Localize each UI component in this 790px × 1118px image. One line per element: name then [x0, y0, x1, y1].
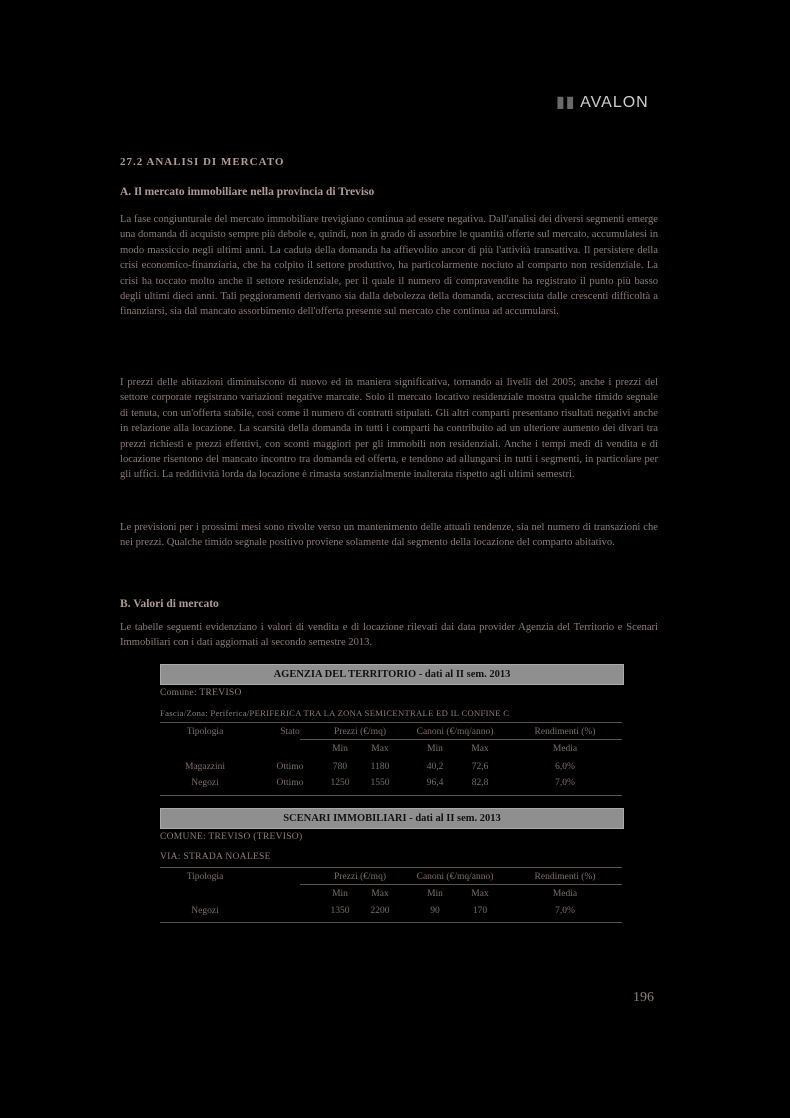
table-cell: 82,8: [471, 778, 489, 788]
table-cell: 1350: [330, 906, 350, 916]
table-cell: 170: [472, 906, 488, 916]
table2-subheader: Min: [427, 889, 443, 899]
avalon-logo: [556, 92, 649, 112]
table2-via: VIA: STRADA NOALESE: [160, 852, 271, 862]
table-cell: 6,0%: [555, 762, 575, 772]
table2-subheader: Min: [332, 889, 348, 899]
table2-rule-top: [160, 867, 622, 868]
table-cell: 96,4: [426, 778, 444, 788]
logo-mark-icon: ▮▮: [556, 94, 576, 111]
table-cell: 72,6: [471, 762, 489, 772]
table-cell: Negozi: [191, 906, 219, 916]
table1-subheader: Min: [427, 744, 443, 754]
paragraph-3: Le previsioni per i prossimi mesi sono rivolte verso un mantenimento delle attuali tendenze, sia nel numero di transazioni che nei prezzi. Qualche timido segnale positivo proviene solamente dal segmento della locazione del comparto abitativo.: [120, 522, 658, 549]
table2-subheader: Max: [371, 889, 389, 899]
table-cell: 2200: [370, 906, 390, 916]
page-number: 196: [633, 990, 654, 1005]
table2-comune: COMUNE: TREVISO (TREVISO): [160, 832, 303, 842]
paragraph-2: I prezzi delle abitazioni diminuiscono di nuovo ed in maniera significativa, tornando ai livelli del 2005; anche i prezzi del settore corporate registrano variazioni negative marcate. Solo il mercato locativo residenziale mostra qualche timido segnale di tenuta, con un'offerta stabile, così come il numero di contratti stipulati. Gli altri comparti presentano risultati negativi anche in relazione alla locazione. La scarsità della domanda in tutti i comparti ha contribuito ad un ulteriore aumento dei divari tra prezzi richiesti e prezzi effettivi, con sconti maggiori per gli immobili non residenziali. Anche i tempi medi di vendita e di locazione risentono del mancato incontro tra domanda ed offerta, e tendono ad allungarsi in tutti i segmenti, in particolare per gli uffici. La redditività lorda da locazione è rimasta sostanzialmente inalterata rispetto agli ultimi semestri.: [120, 377, 658, 481]
table-cell: Magazzini: [184, 762, 226, 772]
table2-header: Canoni (€/mq/anno): [416, 872, 494, 882]
table-cell: Ottimo: [276, 762, 304, 772]
table1-header: Rendimenti (%): [534, 727, 596, 737]
table-cell: Negozi: [191, 778, 219, 788]
table1-subheader: Min: [332, 744, 348, 754]
table2-title-bar: SCENARI IMMOBILIARI - dati al II sem. 2013: [160, 808, 624, 829]
table1-subheader: Media: [552, 744, 578, 754]
table1-header: Canoni (€/mq/anno): [416, 727, 494, 737]
table1-rule-top: [160, 722, 622, 723]
paragraph-b: Le tabelle seguenti evidenziano i valori di vendita e di locazione rilevati dai data provider Agenzia del Territorio e Scenari Immobiliari con i dati aggiornati al secondo semestre 2013.: [120, 622, 658, 649]
table1-header: Prezzi (€/mq): [334, 727, 386, 737]
table-cell: 780: [332, 762, 348, 772]
table1-title-bar: AGENZIA DEL TERRITORIO - dati al II sem. 2013: [160, 664, 624, 685]
subsection-b-title: B. Valori di mercato: [120, 598, 219, 610]
table1-header: Stato: [280, 727, 300, 737]
table2-header: Tipologia: [186, 872, 224, 882]
table1-rule-sub: [300, 739, 622, 740]
table1-header: Tipologia: [186, 727, 224, 737]
table-cell: 7,0%: [555, 906, 575, 916]
table2-header: Prezzi (€/mq): [334, 872, 386, 882]
subsection-a-title: A. Il mercato immobiliare nella provincia di Treviso: [120, 186, 375, 198]
paragraph-1: La fase congiunturale del mercato immobiliare trevigiano continua ad essere negativa. Dall'analisi dei diversi segmenti emerge una domanda di acquisto sempre più debole e, quindi, non in grado di assorbire le quantità offerte sul mercato, accumulatesi in modo massiccio negli ultimi anni. La caduta della domanda ha affievolito ancor di più l'attività transattiva. Il persistere della crisi economico-finanziaria, che ha colpito il settore produttivo, ha particolarmente nociuto al comparto non residenziale. La crisi ha toccato molto anche il settore residenziale, per il quale il numero di compravendite ha registrato il punto più basso degli ultimi dieci anni. Tali peggioramenti derivano sia dalla debolezza della domanda, accresciuta dalle crescenti difficoltà a finanziarsi, sia dal mancato assorbimento dell'offerta presente sul mercato che continua ad accumularsi.: [120, 214, 658, 318]
table-cell: Ottimo: [276, 778, 304, 788]
logo-text: AVALON: [580, 94, 649, 111]
table-cell: 1550: [370, 778, 390, 788]
section-title: 27.2 ANALISI DI MERCATO: [120, 156, 285, 168]
table-cell: 7,0%: [555, 778, 575, 788]
table-cell: 90: [430, 906, 440, 916]
table2-header: Rendimenti (%): [534, 872, 596, 882]
table2-subheader: Max: [471, 889, 489, 899]
table1-comune: Comune: TREVISO: [160, 688, 242, 698]
table-cell: 1250: [330, 778, 350, 788]
table-cell: 40,2: [426, 762, 444, 772]
table2-rule-sub: [300, 884, 622, 885]
table1-fascia: Fascia/Zona: Periferica/PERIFERICA TRA LA ZONA SEMICENTRALE ED IL CONFINE C: [160, 708, 510, 718]
table-cell: 1180: [370, 762, 390, 772]
table1-subheader: Max: [371, 744, 389, 754]
table1-subheader: Max: [471, 744, 489, 754]
table1-rule-bottom: [160, 795, 622, 796]
table2-subheader: Media: [552, 889, 578, 899]
table2-rule-bottom: [160, 922, 622, 923]
